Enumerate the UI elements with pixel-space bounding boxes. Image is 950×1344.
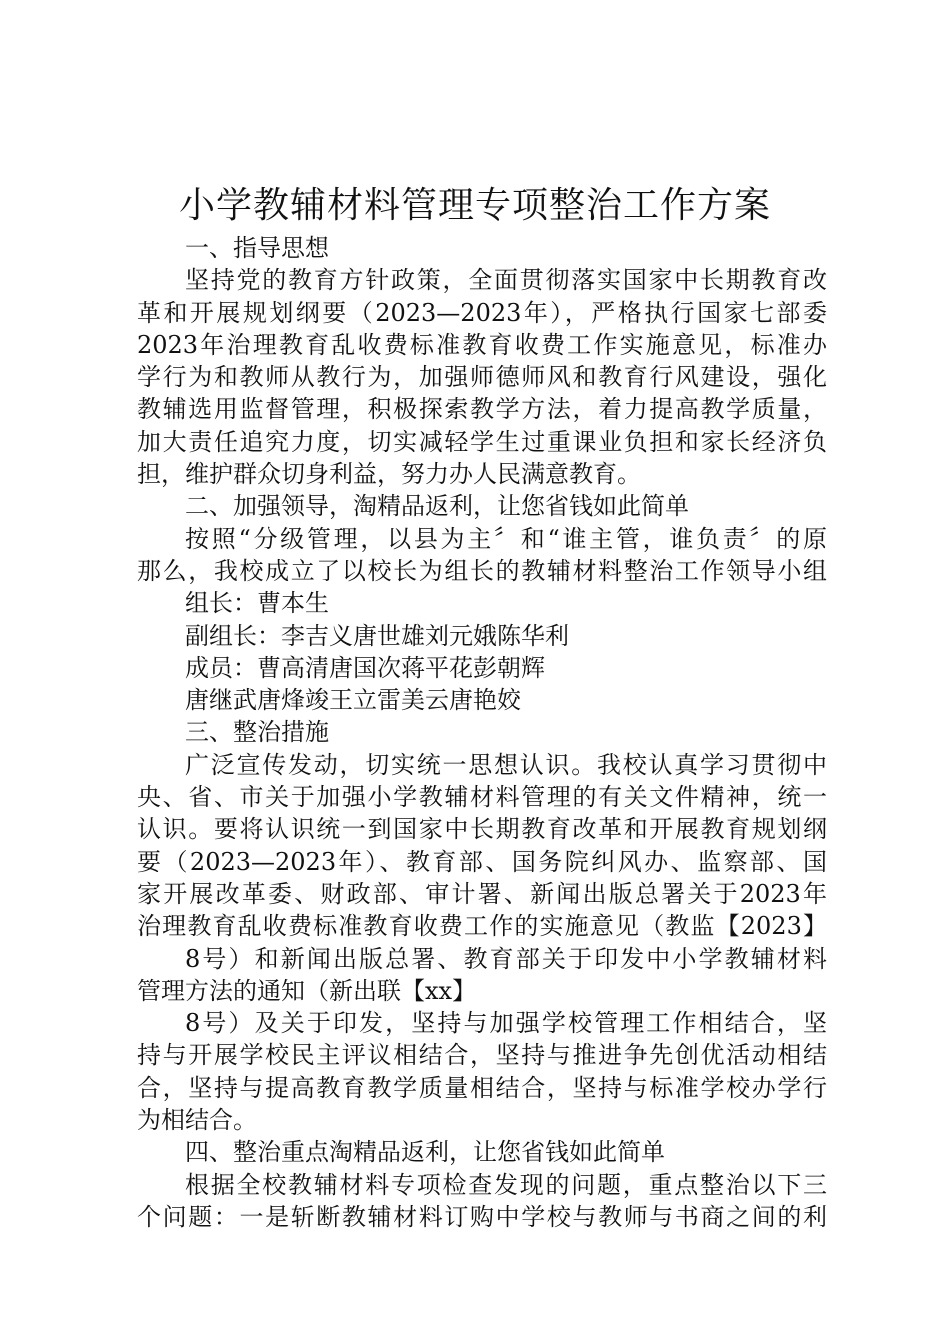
text-line: 家开展改革委、财政部、审计署、新闻出版总署关于2023年 [137,879,827,908]
text-line: 那么，我校成立了以校长为组长的教辅材料整治工作领导小组 [137,556,827,585]
text-line: 二、加强领导，淘精品返利，让您省钱如此简单 [185,492,689,521]
text-line: 副组长：李吉义唐世雄刘元娥陈华利 [185,621,569,650]
text-line: 组长：曹本生 [185,589,329,618]
document-body [137,232,827,1233]
text-line: 认识。要将认识统一到国家中长期教育改革和开展教育规划纲 [137,815,827,844]
text-line: 成员：曹高清唐国次蒋平花彭朝辉 [185,653,545,682]
text-line: 根据全校教辅材料专项检查发现的问题，重点整治以下三 [185,1170,827,1199]
text-line: 四、整治重点淘精品返利，让您省钱如此简单 [185,1138,665,1167]
text-line: 广泛宣传发动，切实统一思想认识。我校认真学习贯彻中 [185,750,827,779]
text-line: 合，坚持与提高教育教学质量相结合，坚持与标准学校办学行 [137,1073,827,1102]
text-line: 持与开展学校民主评议相结合，坚持与推进争先创优活动相结 [137,1041,827,1070]
text-line: 教辅选用监督管理，积极探索教学方法，着力提高教学质量， [137,395,827,424]
text-line: 要（2023—2023年）、教育部、国务院纠风办、监察部、国 [137,847,827,876]
text-line: 革和开展规划纲要（2023—2023年），严格执行国家七部委 [137,298,827,327]
text-line: 治理教育乱收费标准教育收费工作的实施意见（教监【2023】 [137,912,827,941]
text-line: 2023年治理教育乱收费标准教育收费工作实施意见，标准办 [137,330,827,359]
text-line: 唐继武唐烽竣王立雷美云唐艳姣 [185,686,521,715]
text-line: 加大责任追究力度，切实减轻学生过重课业负担和家长经济负 [137,427,827,456]
document-title: 小学教辅材料管理专项整治工作方案 [178,185,771,226]
text-line: 坚持党的教育方针政策，全面贯彻落实国家中长期教育改 [185,266,827,295]
text-line: 为相结合。 [137,1106,257,1135]
text-line: 学行为和教师从教行为，加强师德师风和教育行风建设，强化 [137,363,827,392]
text-line: 担，维护群众切身利益，努力办人民满意教育。 [137,460,641,489]
text-line: 按照“分级管理，以县为主〞和“谁主管，谁负责〞的原 [185,524,827,553]
text-line: 管理方法的通知（新出联【xx】 [137,976,477,1005]
text-line: 个问题：一是斩断教辅材料订购中学校与教师与书商之间的利 [137,1202,827,1231]
text-line: 8号）和新闻出版总署、教育部关于印发中小学教辅材料 [185,944,827,973]
text-line: 三、整治措施 [185,718,329,747]
text-line: 8号）及关于印发，坚持与加强学校管理工作相结合，坚 [185,1009,827,1038]
text-line: 一、指导思想 [185,234,329,262]
text-line: 央、省、市关于加强小学教辅材料管理的有关文件精神，统一 [137,783,827,812]
